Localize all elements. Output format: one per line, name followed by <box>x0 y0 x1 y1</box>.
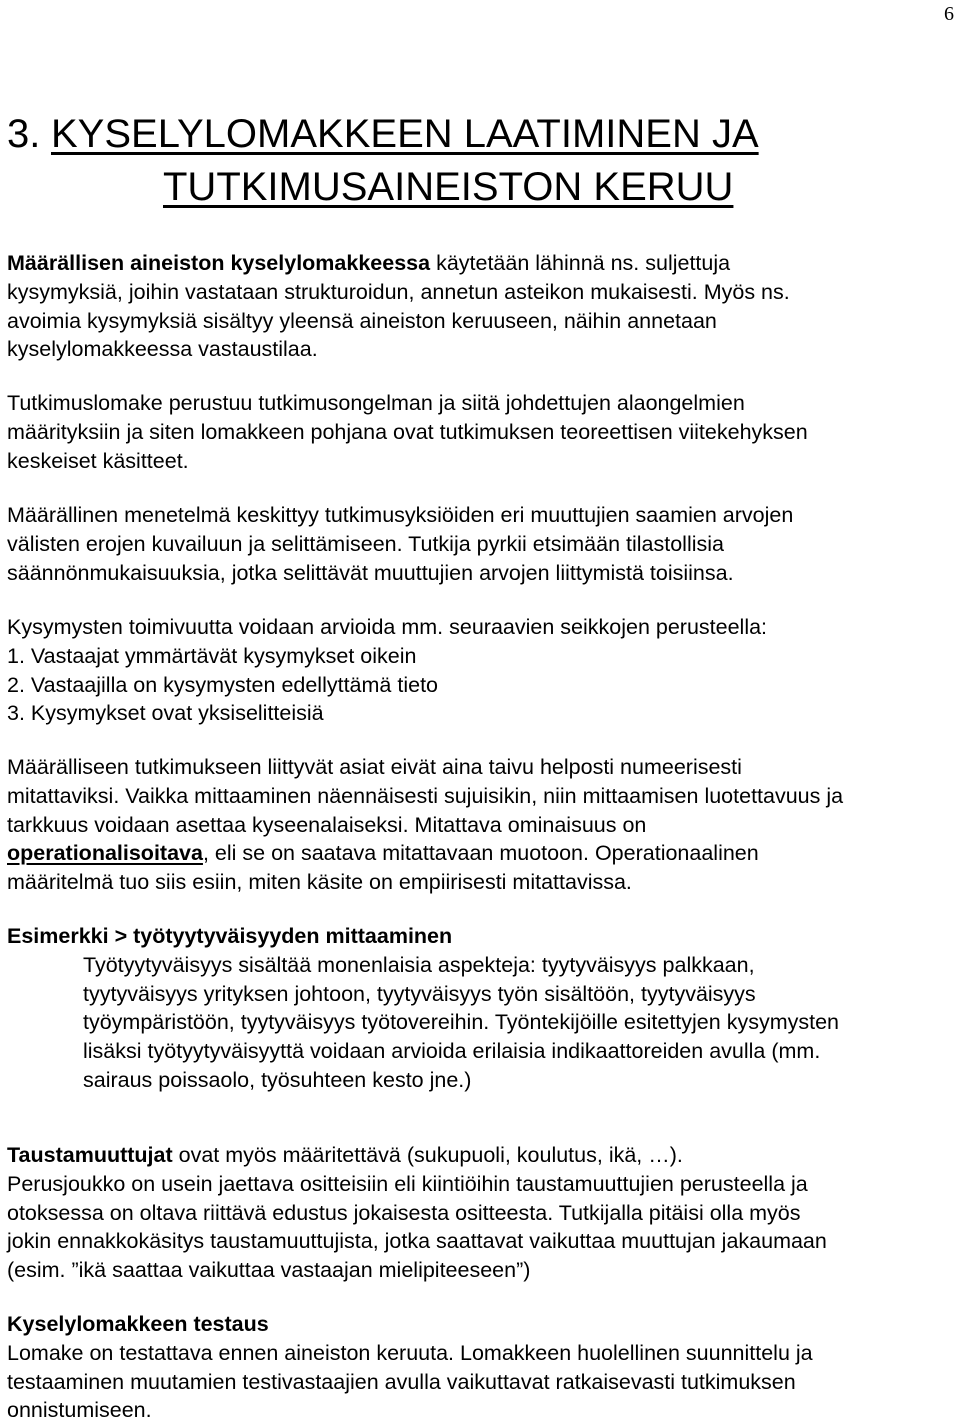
paragraph-quantitative-questionnaire <box>7 249 953 364</box>
paragraph-question-validity <box>7 613 953 728</box>
text-line: kysymyksiä, joihin vastataan strukturoidun, annetun asteikon mukaisesti. Myös ns. <box>7 279 790 304</box>
key-term: operationalisoitava <box>7 841 203 866</box>
text-line: Määrällinen menetelmä keskittyy tutkimusyksiöiden eri muuttujien saamien arvojen <box>7 503 794 527</box>
list-item: 1. Vastaajat ymmärtävät kysymykset oikein <box>7 643 417 668</box>
paragraph-form-testing <box>7 1310 953 1425</box>
example-heading: Esimerkki > työtyytyväisyyden mittaaminen <box>7 924 453 948</box>
text-line: Tutkimuslomake perustuu tutkimusongelman ja siitä johdettujen alaongelmien <box>7 391 745 415</box>
paragraph-research-form <box>7 389 953 475</box>
chapter-title <box>7 108 947 214</box>
text-line: kyselylomakkeessa vastaustilaa. <box>7 337 318 362</box>
text-line: sairaus poissaolo, työsuhteen kesto jne.) <box>83 1067 472 1092</box>
text-line: tyytyväisyys yrityksen johtoon, tyytyväisyys työn sisältöön, tyytyväisyys <box>83 981 756 1006</box>
text-line: määritelmä tuo siis esiin, miten käsite on empiirisesti mitattavissa. <box>7 870 632 895</box>
page-number: 6 <box>944 3 954 25</box>
text: , eli se on saatava mitattavaan muotoon. Operationaalinen <box>202 841 759 866</box>
text-line: (esim. ”ikä saattaa vaikuttaa vastaajan mielipiteeseen”) <box>7 1258 531 1283</box>
chapter-number: 3. <box>7 112 41 156</box>
bold-lead: Taustamuuttujat <box>7 1143 173 1167</box>
text-line: säännönmukaisuuksia, jotka selittävät muuttujien arvojen liittymistä toisiinsa. <box>7 560 734 585</box>
text-line: avoimia kysymyksiä sisältyy yleensä aineiston keruuseen, näihin annetaan <box>7 308 717 333</box>
title-line-2: TUTKIMUSAINEISTON KERUU <box>163 165 734 209</box>
paragraph-background-variables <box>7 1141 953 1285</box>
text-line: Lomake on testattava ennen aineiston keruuta. Lomakkeen huolellinen suunnittelu ja <box>7 1340 813 1365</box>
text-line: keskeiset käsitteet. <box>7 448 189 473</box>
text-line: Määrälliseen tutkimukseen liittyvät asiat eivät aina taivu helposti numeerisesti <box>7 755 742 779</box>
text-line: testaaminen muutamien testivastaajien avulla vaikuttavat ratkaisevasti tutkimuksen <box>7 1369 796 1394</box>
title-line-1: KYSELYLOMAKKEEN LAATIMINEN JA <box>51 112 759 156</box>
section-heading: Kyselylomakkeen testaus <box>7 1312 269 1336</box>
text-line: Kysymysten toimivuutta voidaan arvioida mm. seuraavien seikkojen perusteella: <box>7 615 768 639</box>
text-line: mitattaviksi. Vaikka mittaaminen näennäisesti sujuisikin, niin mittaamisen luotettavuus ja <box>7 783 844 808</box>
list-item: 3. Kysymykset ovat yksiselitteisiä <box>7 701 324 726</box>
bold-lead: Määrällisen aineiston kyselylomakkeessa <box>7 251 431 275</box>
example-section <box>7 922 953 1095</box>
text-line: määrityksiin ja siten lomakkeen pohjana ovat tutkimuksen teoreettisen viitekehyksen <box>7 419 808 444</box>
list-item: 2. Vastaajilla on kysymysten edellyttämä tieto <box>7 672 438 697</box>
text-line: tarkkuus voidaan asettaa kyseenalaiseksi. Mitattava ominaisuus on <box>7 812 647 837</box>
text-line: välisten erojen kuvailuun ja selittämiseen. Tutkija pyrkii etsimään tilastollisia <box>7 531 724 556</box>
text-line: Perusjoukko on usein jaettava ositteisiin eli kiintiöihin taustamuuttujien perusteella ja <box>7 1171 808 1196</box>
paragraph-quantitative-method <box>7 501 953 587</box>
text: käytetään lähinnä ns. suljettuja <box>430 251 731 275</box>
text: ovat myös määritettävä (sukupuoli, koulutus, ikä, …). <box>172 1143 683 1167</box>
text-line: Työtyytyväisyys sisältää monenlaisia aspekteja: tyytyväisyys palkkaan, <box>83 952 755 977</box>
text-line: työympäristöön, tyytyväisyys työtovereihin. Työntekijöille esitettyjen kysymysten <box>83 1010 839 1035</box>
paragraph-measurement <box>7 753 953 897</box>
text-line: lisäksi työtyytyväisyyttä voidaan arvioida erilaisia indikaattoreiden avulla (mm. <box>83 1039 821 1064</box>
text-line: onnistumiseen. <box>7 1398 152 1423</box>
text-line: otoksessa on oltava riittävä edustus jokaisesta ositteesta. Tutkijalla pitäisi olla myös <box>7 1200 801 1225</box>
text-line: jokin ennakkokäsitys taustamuuttujista, jotka saattavat vaikuttaa muuttujan jakaumaan <box>7 1229 827 1254</box>
